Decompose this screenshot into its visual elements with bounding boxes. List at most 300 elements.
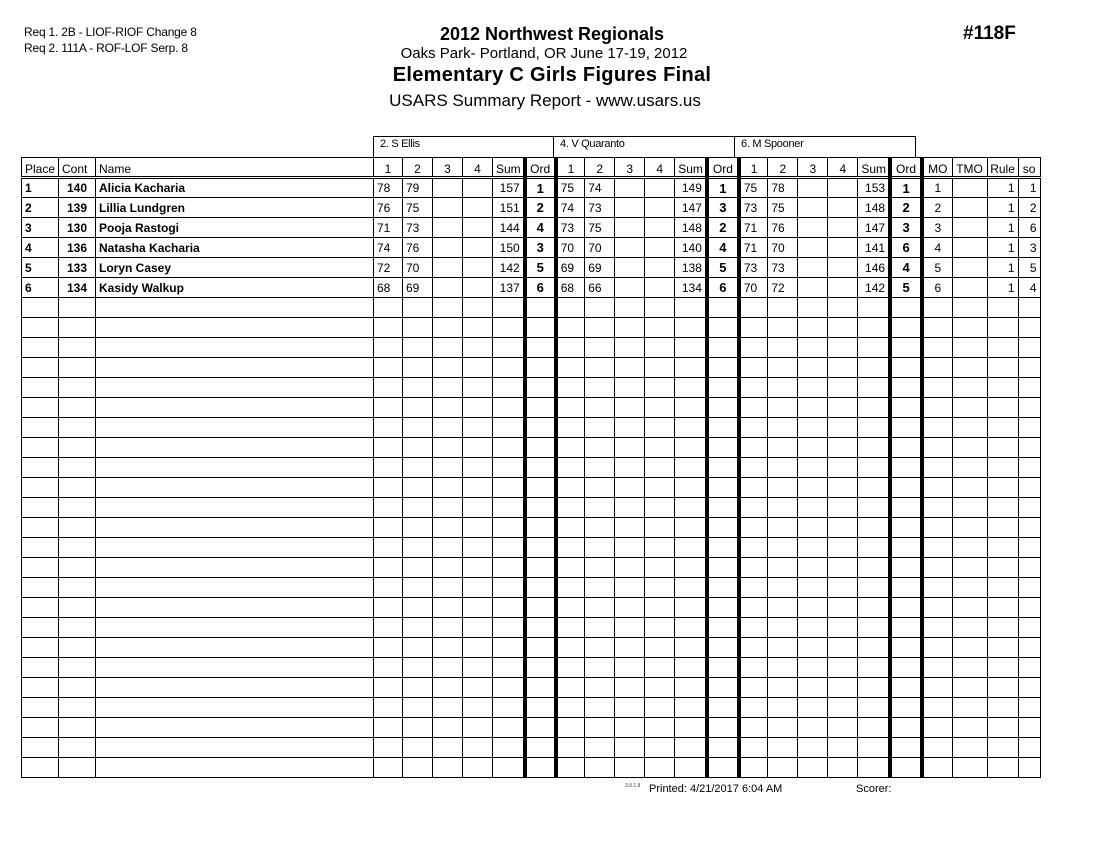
- empty-cell: [828, 318, 858, 338]
- empty-cell: [858, 558, 890, 578]
- judge-ordinal: 3: [707, 198, 739, 218]
- judge-ordinal: 1: [707, 178, 739, 198]
- empty-cell: [403, 398, 433, 418]
- empty-cell: [952, 698, 987, 718]
- empty-cell: [403, 558, 433, 578]
- empty-cell: [585, 358, 615, 378]
- empty-cell: [768, 418, 798, 438]
- empty-row: [22, 338, 1041, 358]
- empty-cell: [952, 598, 987, 618]
- empty-cell: [987, 638, 1018, 658]
- empty-cell: [645, 618, 675, 638]
- empty-cell: [707, 458, 739, 478]
- empty-cell: [707, 558, 739, 578]
- empty-cell: [463, 498, 493, 518]
- place-cell: 6: [22, 278, 59, 298]
- empty-cell: [59, 678, 96, 698]
- empty-cell: [96, 758, 374, 778]
- empty-cell: [59, 358, 96, 378]
- table-row: [22, 278, 1041, 298]
- empty-cell: [585, 398, 615, 418]
- cont-cell: 136: [59, 238, 96, 258]
- figure-4-score: [645, 178, 675, 198]
- empty-cell: [798, 298, 828, 318]
- col-j2-fig4: 4: [645, 158, 675, 178]
- judge-sum: 148: [858, 198, 890, 218]
- figure-3-score: [615, 218, 645, 238]
- empty-cell: [858, 698, 890, 718]
- figure-4-score: [463, 278, 493, 298]
- col-j1-sum: Sum: [493, 158, 525, 178]
- col-tmo: TMO: [952, 158, 987, 178]
- empty-cell: [463, 478, 493, 498]
- empty-cell: [403, 618, 433, 638]
- so-cell: 4: [1018, 278, 1040, 298]
- empty-cell: [463, 658, 493, 678]
- empty-cell: [556, 658, 585, 678]
- empty-cell: [433, 338, 463, 358]
- empty-cell: [739, 418, 768, 438]
- empty-cell: [798, 578, 828, 598]
- empty-cell: [768, 678, 798, 698]
- empty-cell: [525, 358, 556, 378]
- empty-cell: [890, 298, 922, 318]
- empty-cell: [96, 598, 374, 618]
- empty-cell: [525, 438, 556, 458]
- figure-4-score: [463, 178, 493, 198]
- empty-cell: [890, 738, 922, 758]
- empty-cell: [675, 478, 707, 498]
- col-j1-fig1: 1: [374, 158, 403, 178]
- empty-cell: [675, 738, 707, 758]
- empty-cell: [96, 438, 374, 458]
- empty-cell: [433, 678, 463, 698]
- empty-cell: [645, 438, 675, 458]
- empty-cell: [615, 758, 645, 778]
- judge-sum: 153: [858, 178, 890, 198]
- empty-cell: [585, 538, 615, 558]
- empty-cell: [615, 598, 645, 618]
- empty-cell: [952, 758, 987, 778]
- empty-cell: [828, 478, 858, 498]
- judge-ordinal: 3: [890, 218, 922, 238]
- empty-cell: [59, 498, 96, 518]
- empty-cell: [59, 578, 96, 598]
- empty-row: [22, 658, 1041, 678]
- empty-cell: [463, 718, 493, 738]
- empty-cell: [987, 698, 1018, 718]
- empty-cell: [433, 658, 463, 678]
- judge-ordinal: 6: [890, 238, 922, 258]
- empty-cell: [707, 338, 739, 358]
- empty-cell: [768, 718, 798, 738]
- rule-cell: 1: [987, 218, 1018, 238]
- empty-cell: [798, 738, 828, 758]
- empty-cell: [22, 638, 59, 658]
- empty-cell: [525, 538, 556, 558]
- empty-cell: [433, 358, 463, 378]
- empty-cell: [828, 498, 858, 518]
- figure-4-score: [645, 238, 675, 258]
- empty-cell: [374, 698, 403, 718]
- empty-cell: [858, 358, 890, 378]
- empty-cell: [96, 298, 374, 318]
- empty-cell: [675, 418, 707, 438]
- empty-cell: [374, 298, 403, 318]
- judge-sum: 148: [675, 218, 707, 238]
- empty-cell: [493, 338, 525, 358]
- cont-cell: 133: [59, 258, 96, 278]
- empty-cell: [798, 458, 828, 478]
- table-row: [22, 218, 1041, 238]
- empty-cell: [493, 678, 525, 698]
- judge-sum: 151: [493, 198, 525, 218]
- empty-cell: [525, 698, 556, 718]
- empty-cell: [768, 738, 798, 758]
- figure-1-score: 71: [739, 218, 768, 238]
- empty-cell: [828, 638, 858, 658]
- empty-cell: [374, 498, 403, 518]
- empty-cell: [493, 538, 525, 558]
- empty-cell: [828, 678, 858, 698]
- empty-cell: [615, 558, 645, 578]
- empty-cell: [493, 578, 525, 598]
- judge-sum: 141: [858, 238, 890, 258]
- empty-cell: [987, 658, 1018, 678]
- empty-cell: [22, 478, 59, 498]
- place-cell: 4: [22, 238, 59, 258]
- judge-ordinal: 4: [890, 258, 922, 278]
- figure-4-score: [463, 238, 493, 258]
- empty-cell: [1018, 518, 1040, 538]
- empty-cell: [22, 458, 59, 478]
- empty-cell: [493, 758, 525, 778]
- empty-cell: [987, 738, 1018, 758]
- judge-ordinal: 1: [890, 178, 922, 198]
- empty-cell: [858, 498, 890, 518]
- empty-cell: [463, 758, 493, 778]
- judge-ordinal: 3: [525, 238, 556, 258]
- empty-cell: [890, 558, 922, 578]
- empty-cell: [922, 378, 952, 398]
- empty-cell: [585, 418, 615, 438]
- empty-cell: [707, 638, 739, 658]
- empty-cell: [433, 318, 463, 338]
- empty-cell: [1018, 658, 1040, 678]
- empty-cell: [645, 558, 675, 578]
- empty-cell: [768, 458, 798, 478]
- col-j2-ord: Ord: [707, 158, 739, 178]
- empty-cell: [739, 338, 768, 358]
- empty-cell: [374, 538, 403, 558]
- empty-cell: [645, 518, 675, 538]
- empty-cell: [433, 758, 463, 778]
- empty-cell: [96, 398, 374, 418]
- judge-header-2: 4. V Quaranto: [553, 136, 735, 157]
- empty-cell: [403, 538, 433, 558]
- empty-cell: [739, 698, 768, 718]
- empty-cell: [828, 738, 858, 758]
- empty-cell: [59, 738, 96, 758]
- figure-4-score: [828, 178, 858, 198]
- empty-cell: [463, 358, 493, 378]
- requirement-2: Req 2. 111A - ROF-LOF Serp. 8: [24, 41, 188, 55]
- empty-cell: [96, 558, 374, 578]
- empty-cell: [1018, 318, 1040, 338]
- empty-cell: [828, 518, 858, 538]
- empty-cell: [374, 478, 403, 498]
- tmo-cell: [952, 278, 987, 298]
- empty-cell: [1018, 578, 1040, 598]
- empty-cell: [645, 418, 675, 438]
- empty-cell: [828, 658, 858, 678]
- empty-cell: [433, 498, 463, 518]
- empty-cell: [768, 618, 798, 638]
- empty-cell: [556, 358, 585, 378]
- empty-cell: [525, 458, 556, 478]
- empty-cell: [59, 438, 96, 458]
- empty-cell: [798, 438, 828, 458]
- empty-cell: [403, 578, 433, 598]
- empty-cell: [556, 398, 585, 418]
- empty-cell: [463, 298, 493, 318]
- table-row: [22, 258, 1041, 278]
- judge-sum: 134: [675, 278, 707, 298]
- empty-cell: [858, 398, 890, 418]
- empty-cell: [556, 298, 585, 318]
- empty-cell: [59, 458, 96, 478]
- empty-cell: [645, 738, 675, 758]
- empty-cell: [645, 538, 675, 558]
- empty-cell: [987, 318, 1018, 338]
- empty-cell: [96, 418, 374, 438]
- empty-cell: [707, 618, 739, 638]
- empty-cell: [96, 518, 374, 538]
- empty-cell: [645, 298, 675, 318]
- empty-cell: [556, 418, 585, 438]
- empty-cell: [858, 598, 890, 618]
- figure-4-score: [828, 278, 858, 298]
- empty-cell: [1018, 618, 1040, 638]
- empty-cell: [1018, 738, 1040, 758]
- empty-cell: [403, 358, 433, 378]
- figure-1-score: 73: [739, 198, 768, 218]
- empty-cell: [615, 418, 645, 438]
- figure-3-score: [798, 278, 828, 298]
- col-j3-fig4: 4: [828, 158, 858, 178]
- empty-cell: [675, 298, 707, 318]
- empty-cell: [798, 378, 828, 398]
- empty-cell: [952, 558, 987, 578]
- empty-cell: [96, 698, 374, 718]
- empty-cell: [525, 598, 556, 618]
- empty-cell: [463, 438, 493, 458]
- empty-cell: [675, 398, 707, 418]
- empty-cell: [675, 758, 707, 778]
- figure-3-score: [433, 178, 463, 198]
- empty-cell: [645, 478, 675, 498]
- empty-cell: [463, 678, 493, 698]
- empty-cell: [556, 598, 585, 618]
- empty-cell: [556, 518, 585, 538]
- empty-cell: [493, 598, 525, 618]
- empty-cell: [645, 338, 675, 358]
- empty-cell: [493, 438, 525, 458]
- mo-cell: 4: [922, 238, 952, 258]
- empty-cell: [739, 438, 768, 458]
- empty-cell: [798, 338, 828, 358]
- empty-cell: [675, 518, 707, 538]
- empty-cell: [59, 638, 96, 658]
- empty-cell: [952, 438, 987, 458]
- empty-cell: [96, 318, 374, 338]
- empty-cell: [403, 298, 433, 318]
- empty-cell: [22, 718, 59, 738]
- empty-cell: [585, 718, 615, 738]
- empty-cell: [615, 398, 645, 418]
- empty-cell: [463, 418, 493, 438]
- figure-3-score: [615, 198, 645, 218]
- empty-cell: [675, 618, 707, 638]
- empty-cell: [433, 598, 463, 618]
- empty-cell: [525, 678, 556, 698]
- figure-4-score: [828, 198, 858, 218]
- empty-cell: [768, 478, 798, 498]
- empty-cell: [403, 318, 433, 338]
- empty-cell: [22, 438, 59, 458]
- empty-cell: [463, 318, 493, 338]
- empty-cell: [493, 738, 525, 758]
- empty-cell: [585, 458, 615, 478]
- empty-cell: [645, 638, 675, 658]
- col-cont: Cont: [59, 158, 96, 178]
- empty-cell: [59, 418, 96, 438]
- col-mo: MO: [922, 158, 952, 178]
- empty-cell: [890, 438, 922, 458]
- empty-cell: [828, 398, 858, 418]
- empty-cell: [493, 518, 525, 538]
- empty-cell: [615, 518, 645, 538]
- empty-cell: [890, 598, 922, 618]
- figure-2-score: 66: [585, 278, 615, 298]
- empty-cell: [525, 638, 556, 658]
- figure-1-score: 71: [739, 238, 768, 258]
- empty-cell: [96, 538, 374, 558]
- col-j1-ord: Ord: [525, 158, 556, 178]
- empty-cell: [374, 738, 403, 758]
- empty-cell: [493, 458, 525, 478]
- empty-cell: [403, 638, 433, 658]
- empty-cell: [707, 318, 739, 338]
- empty-cell: [59, 478, 96, 498]
- empty-row: [22, 438, 1041, 458]
- empty-cell: [952, 738, 987, 758]
- empty-cell: [922, 338, 952, 358]
- empty-cell: [798, 558, 828, 578]
- empty-cell: [59, 698, 96, 718]
- empty-cell: [798, 478, 828, 498]
- col-name: Name: [96, 158, 374, 178]
- empty-cell: [798, 418, 828, 438]
- empty-cell: [463, 378, 493, 398]
- empty-cell: [739, 678, 768, 698]
- empty-cell: [739, 638, 768, 658]
- empty-row: [22, 698, 1041, 718]
- judge-ordinal: 5: [525, 258, 556, 278]
- results-table: [21, 157, 1041, 778]
- empty-cell: [645, 578, 675, 598]
- empty-row: [22, 758, 1041, 778]
- empty-cell: [585, 678, 615, 698]
- empty-cell: [493, 698, 525, 718]
- empty-cell: [675, 678, 707, 698]
- empty-cell: [615, 738, 645, 758]
- empty-cell: [858, 658, 890, 678]
- empty-cell: [525, 398, 556, 418]
- empty-cell: [828, 758, 858, 778]
- empty-cell: [922, 598, 952, 618]
- empty-row: [22, 298, 1041, 318]
- figure-2-score: 75: [768, 198, 798, 218]
- empty-cell: [374, 338, 403, 358]
- empty-cell: [556, 318, 585, 338]
- empty-cell: [374, 558, 403, 578]
- empty-cell: [493, 418, 525, 438]
- empty-cell: [556, 638, 585, 658]
- empty-row: [22, 638, 1041, 658]
- figure-4-score: [463, 218, 493, 238]
- empty-cell: [707, 538, 739, 558]
- empty-cell: [768, 658, 798, 678]
- empty-cell: [556, 338, 585, 358]
- empty-cell: [922, 658, 952, 678]
- empty-cell: [525, 478, 556, 498]
- empty-cell: [585, 738, 615, 758]
- empty-cell: [707, 358, 739, 378]
- figure-3-score: [433, 258, 463, 278]
- empty-cell: [59, 378, 96, 398]
- empty-cell: [463, 458, 493, 478]
- figure-3-score: [433, 218, 463, 238]
- empty-cell: [556, 758, 585, 778]
- empty-cell: [96, 578, 374, 598]
- col-j1-fig2: 2: [403, 158, 433, 178]
- place-cell: 3: [22, 218, 59, 238]
- so-cell: 1: [1018, 178, 1040, 198]
- figure-3-score: [433, 198, 463, 218]
- empty-cell: [22, 498, 59, 518]
- empty-cell: [890, 638, 922, 658]
- col-j2-fig1: 1: [556, 158, 585, 178]
- judge-ordinal: 6: [707, 278, 739, 298]
- judge-sum: 137: [493, 278, 525, 298]
- empty-cell: [585, 338, 615, 358]
- mo-cell: 5: [922, 258, 952, 278]
- empty-cell: [858, 738, 890, 758]
- competition-title: 2012 Northwest Regionals: [439, 24, 665, 44]
- so-cell: 5: [1018, 258, 1040, 278]
- empty-cell: [675, 358, 707, 378]
- mo-cell: 6: [922, 278, 952, 298]
- empty-cell: [675, 698, 707, 718]
- empty-cell: [556, 498, 585, 518]
- empty-cell: [739, 518, 768, 538]
- empty-cell: [798, 658, 828, 678]
- figure-2-score: 76: [768, 218, 798, 238]
- empty-cell: [1018, 378, 1040, 398]
- figure-1-score: 75: [739, 178, 768, 198]
- empty-cell: [22, 658, 59, 678]
